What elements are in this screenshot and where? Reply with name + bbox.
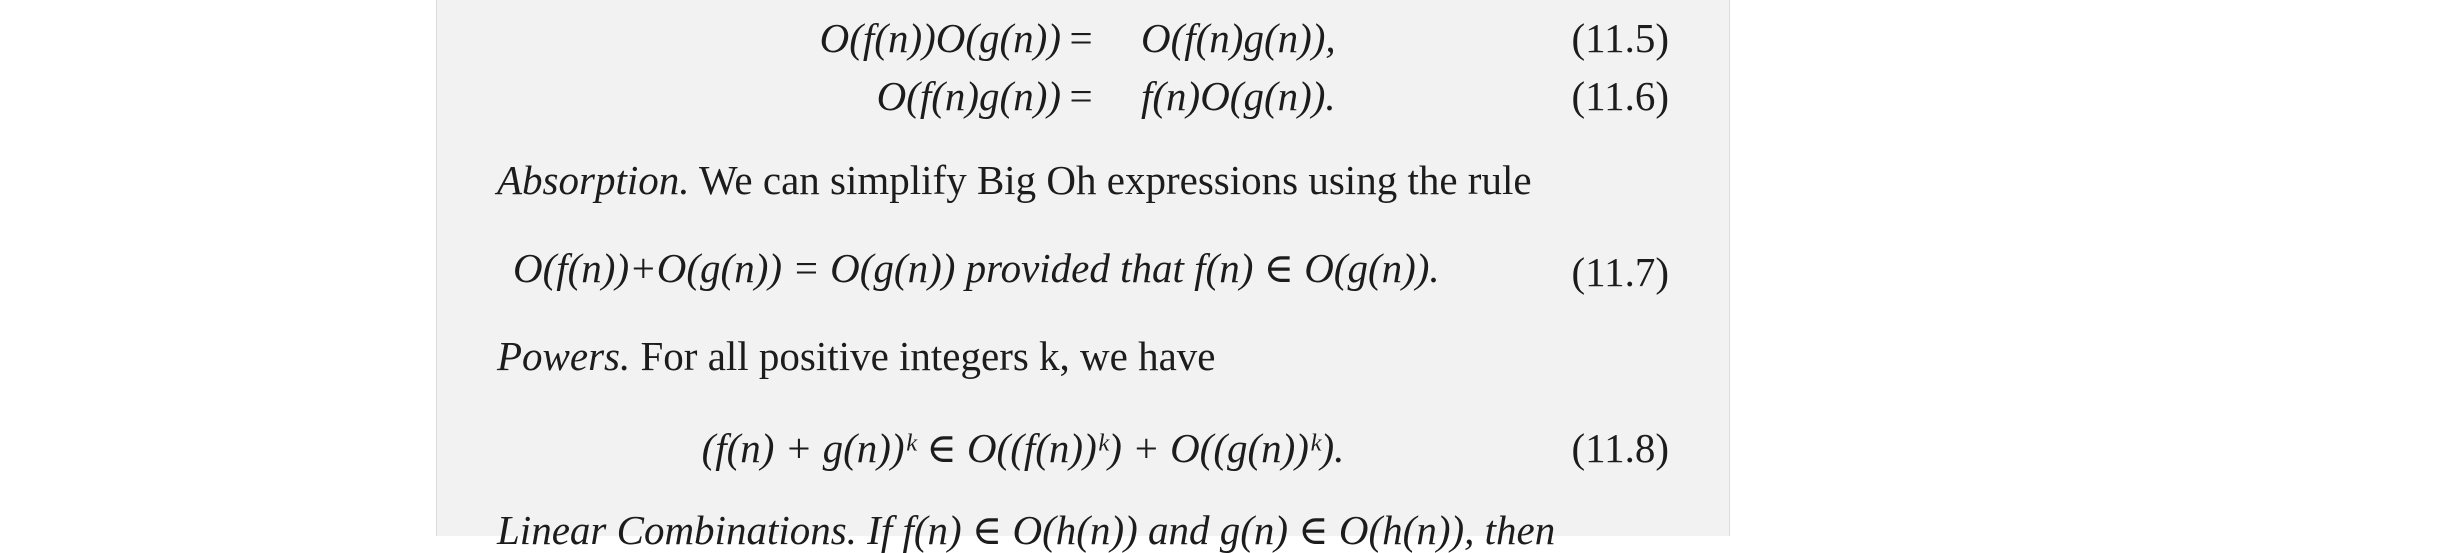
eq-11-6-lhs: O(f(n)g(n))	[876, 73, 1061, 119]
eq-11-8-formula: (f(n) + g(n))ᵏ ∈ O((f(n))ᵏ) + O((g(n))ᵏ).	[701, 425, 1345, 471]
eq-11-5-rhs: O(f(n)g(n)),	[1141, 15, 1336, 61]
absorption-paragraph	[497, 157, 1532, 203]
document-page	[436, 0, 1730, 553]
eq-11-8-number: (11.8)	[1571, 425, 1669, 471]
linear-combinations-text: Linear Combinations. If f(n) ∈ O(h(n)) and g(n) ∈ O(h(n)), then	[497, 507, 1556, 553]
absorption-text: We can simplify Big Oh expressions using the rule	[699, 157, 1532, 203]
eq-11-7-number: (11.7)	[1571, 249, 1669, 295]
powers-heading: Powers.	[497, 333, 631, 379]
eq-11-5-lhs: O(f(n))O(g(n))	[819, 15, 1061, 61]
linear-combinations-partial-line	[497, 507, 1556, 553]
eq-11-6-relation: =	[1069, 73, 1093, 119]
eq-11-6-number: (11.6)	[1571, 73, 1669, 119]
powers-text: For all positive integers k, we have	[640, 333, 1216, 379]
absorption-heading: Absorption.	[497, 157, 690, 203]
powers-paragraph	[497, 333, 1216, 379]
eq-11-5-relation: =	[1069, 15, 1093, 61]
eq-11-6-rhs: f(n)O(g(n)).	[1141, 73, 1336, 119]
eq-11-5-number: (11.5)	[1571, 15, 1669, 61]
eq-11-7-formula: O(f(n))+O(g(n)) = O(g(n)) provided that f(n) ∈ O(g(n)).	[513, 245, 1440, 291]
